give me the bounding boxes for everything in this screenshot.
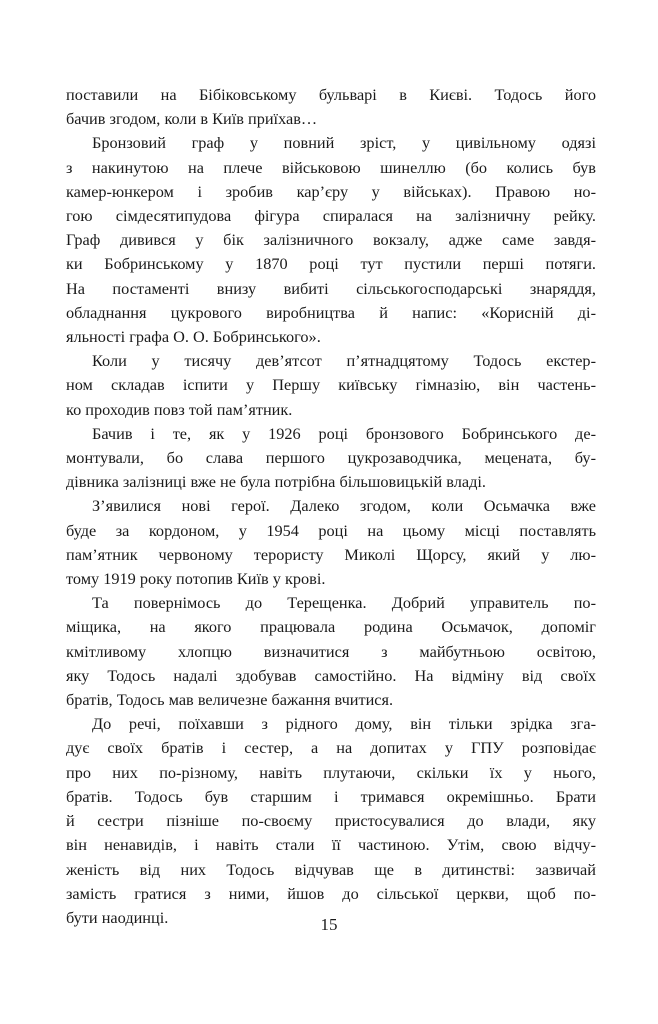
paragraph (66, 83, 596, 131)
text-line: буде за кордоном, у 1954 році на цьому місці поставлять (66, 520, 596, 540)
text-line: яку Тодось надалі здобував самостійно. На відміну від своїх (66, 665, 596, 685)
text-line: обладнання цукрового виробництва й напис: «Корисній ді- (66, 302, 596, 322)
paragraph (66, 131, 596, 349)
text-line: про них по-різному, навіть плутаючи, скільки їх у нього, (66, 762, 596, 782)
text-line: він ненавидів, і навіть стали її частиною. Утім, свою відчу- (66, 835, 596, 855)
text-line: дівника залізниці вже не була потрібна більшовицькій владі. (66, 472, 486, 492)
text-line: женість від них Тодось відчував ще в дитинстві: зазвичай (66, 859, 596, 879)
text-line: Коли у тисячу дев’ятсот п’ятнадцятому Тодось екстер- (92, 351, 596, 371)
text-line: поставили на Бібіковському бульварі в Києві. Тодось його (66, 85, 596, 104)
text-line: монтували, бо слава першого цукрозаводчика, мецената, бу- (66, 448, 596, 468)
text-line: тому 1919 року потопив Київ у крові. (66, 569, 326, 589)
page-number: 15 (320, 915, 338, 934)
text-line: бачив згодом, коли в Київ приїхав… (66, 109, 318, 129)
text-line: камер-юнкером і зробив кар’єру у військах). Правою но- (66, 181, 596, 201)
text-line: яльності графа О. О. Бобринського». (66, 327, 321, 347)
paragraph (66, 494, 596, 591)
paragraph (66, 349, 596, 422)
text-line: міщика, на якого працювала родина Осьмачок, допоміг (66, 617, 596, 637)
text-line: пам’ятник червоному терористу Миколі Щорсу, який у лю- (66, 544, 596, 564)
text-line: Бачив і те, як у 1926 році бронзового Бобринського де- (92, 423, 596, 443)
text-line: Та повернімось до Терещенка. Добрий управитель по- (92, 593, 596, 613)
text-line: ко проходив повз той пам’ятник. (66, 399, 293, 419)
text-line: й сестри пізніше по-своєму пристосувалися до влади, яку (66, 811, 596, 831)
text-line: ном складав іспити у Першу київську гімназію, він частень- (66, 375, 596, 395)
text-line: Бронзовий граф у повний зріст, у цивільному одязі (92, 133, 596, 153)
text-line: з накинутою на плече військовою шинеллю (бо колись був (66, 157, 596, 177)
text-line: бути наодинці. (66, 907, 169, 927)
text-line: дує своїх братів і сестер, а на допитах у ГПУ розповідає (66, 738, 596, 758)
text-line: З’явилися нові герої. Далеко згодом, коли Осьмачка вже (92, 496, 596, 516)
text-line: До речі, поїхавши з рідного дому, він тільки зрідка зга- (92, 714, 596, 734)
paragraph (66, 422, 596, 495)
book-page-text (66, 83, 596, 930)
text-line: кмітливому хлопцю визначитися з майбутньою освітою, (66, 641, 596, 661)
paragraph (66, 591, 596, 712)
text-line: гою сімдесятипудова фігура спиралася на залізничну рейку. (66, 206, 596, 226)
text-line: ки Бобринському у 1870 році тут пустили перші потяги. (66, 254, 596, 274)
text-line: братів. Тодось був старшим і тримався окремішньо. Брати (66, 786, 596, 806)
text-line: замість гратися з ними, йшов до сільської церкви, щоб по- (66, 883, 596, 903)
text-line: братів, Тодось мав величезне бажання вчитися. (66, 690, 394, 710)
text-line: На постаменті внизу вибиті сільськогосподарські знаряддя, (66, 278, 596, 298)
text-line: Граф дивився у бік залізничного вокзалу, адже саме завдя- (66, 230, 596, 250)
paragraph (66, 712, 596, 930)
